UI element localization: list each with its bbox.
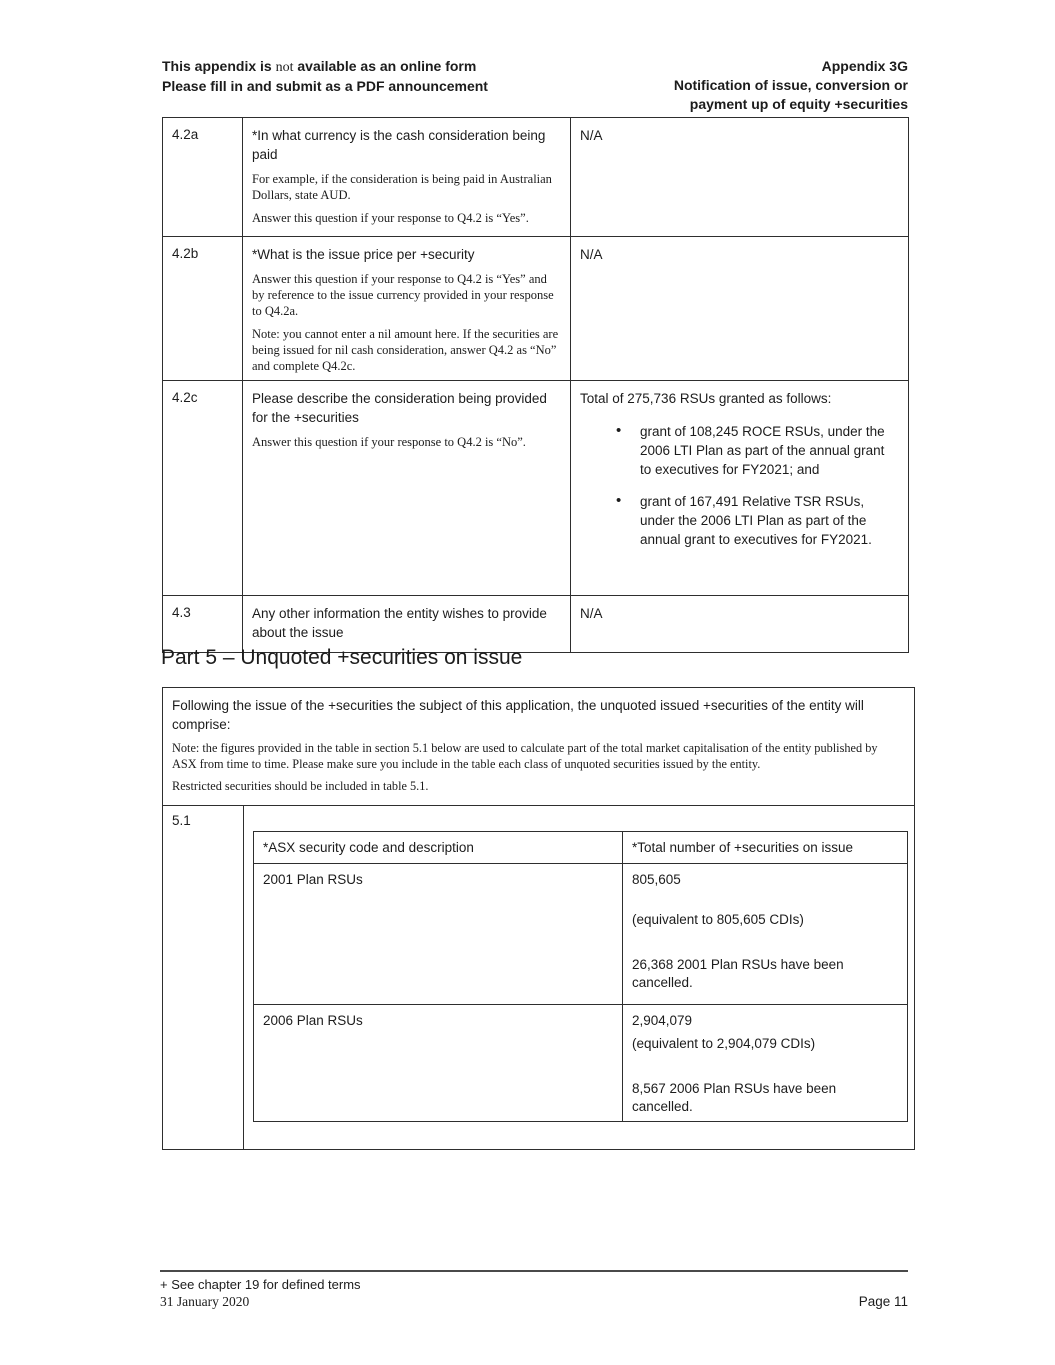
header-right xyxy=(674,57,908,114)
header-left xyxy=(162,57,488,114)
security-total: 2,904,079 xyxy=(632,1013,693,1028)
footer-date: 31 January 2020 xyxy=(160,1294,250,1309)
security-total-cell xyxy=(623,864,908,1005)
question-cell xyxy=(243,381,571,596)
question-cell xyxy=(243,237,571,381)
securities-table-header-row xyxy=(254,832,908,864)
security-cancelled: 8,567 2006 Plan RSUs have been cancelled. xyxy=(632,1081,837,1114)
answer-intro: Total of 275,736 RSUs granted as follows: xyxy=(580,391,832,406)
part5-intro-section xyxy=(163,688,914,806)
security-cancelled: 26,368 2001 Plan RSUs have been cancelled. xyxy=(632,957,844,990)
security-equivalent: (equivalent to 805,605 CDIs) xyxy=(632,912,804,927)
answer-cell: N/A xyxy=(571,118,909,237)
footer-rule xyxy=(160,1270,908,1272)
part5-box xyxy=(162,687,915,1150)
question-note: Answer this question if your response to Q4.2 is “Yes” and by reference to the issue currency provided in your response to Q4.2a. xyxy=(252,272,554,318)
question-text: Any other information the entity wishes to provide about the issue xyxy=(252,606,547,640)
page-number: Page 11 xyxy=(858,1294,908,1309)
row-id: 4.2a xyxy=(163,118,243,237)
column-header-total: *Total number of +securities on issue xyxy=(623,832,908,864)
section-5-1-row xyxy=(163,806,914,1149)
header-left-line2: Please fill in and submit as a PDF announcement xyxy=(162,78,488,94)
answer-cell xyxy=(571,381,909,596)
defined-terms-note: + See chapter 19 for defined terms xyxy=(160,1277,361,1292)
answer-bullet-item: • grant of 167,491 Relative TSR RSUs, under the 2006 LTI Plan as part of the annual grant to executives for FY2021. xyxy=(616,492,898,549)
appendix-title: Appendix 3G xyxy=(821,58,908,74)
column-header-code: *ASX security code and description xyxy=(254,832,623,864)
table-row-4-3 xyxy=(163,596,909,653)
question-note: Answer this question if your response to Q4.2 is “Yes”. xyxy=(252,211,529,225)
table-row-4-2b xyxy=(163,237,909,381)
appendix-subtitle-line2: payment up of equity +securities xyxy=(689,96,908,112)
question-text: *In what currency is the cash consideration being paid xyxy=(252,128,546,162)
table-row-4-2a xyxy=(163,118,909,237)
part5-heading: Part 5 – Unquoted +securities on issue xyxy=(161,646,523,669)
part5-note: Restricted securities should be included in table 5.1. xyxy=(172,779,429,793)
part5-note: Note: the figures provided in the table in section 5.1 below are used to calculate part of the total market capitalisation of the entity published by ASX from time to time. Please make sure you include in the table each class of unquoted securities issued by the entity. xyxy=(172,741,878,771)
answer-cell: N/A xyxy=(571,237,909,381)
security-total: 805,605 xyxy=(632,872,681,887)
securities-table xyxy=(253,831,908,1122)
security-code: 2006 Plan RSUs xyxy=(254,1005,623,1122)
header-left-not-word: not xyxy=(275,60,294,75)
header-left-line1-suffix: available as an online form xyxy=(293,58,477,74)
row-id: 4.2c xyxy=(163,381,243,596)
question-text: Please describe the consideration being provided for the +securities xyxy=(252,391,547,425)
answer-bullet-list xyxy=(616,422,898,549)
section-5-1-content xyxy=(244,806,914,1149)
appendix-subtitle-line1: Notification of issue, conversion or xyxy=(673,77,908,93)
security-equivalent: (equivalent to 2,904,079 CDIs) xyxy=(632,1036,816,1051)
table-row-4-2c xyxy=(163,381,909,596)
part4-question-table xyxy=(162,117,909,653)
header-left-line1 xyxy=(162,57,488,77)
header-left-line1-prefix: This appendix is xyxy=(162,58,276,74)
answer-bullet-item: • grant of 108,245 ROCE RSUs, under the 2006 LTI Plan as part of the annual grant to executives for FY2021; and xyxy=(616,422,898,479)
question-note: For example, if the consideration is being paid in Australian Dollars, state AUD. xyxy=(252,172,552,202)
security-total-cell xyxy=(623,1005,908,1122)
question-text: *What is the issue price per +security xyxy=(252,247,475,262)
securities-table-row xyxy=(254,864,908,1005)
row-id: 4.3 xyxy=(163,596,243,653)
answer-cell: N/A xyxy=(571,596,909,653)
security-code: 2001 Plan RSUs xyxy=(254,864,623,1005)
question-cell xyxy=(243,596,571,653)
section-5-1-label: 5.1 xyxy=(163,806,244,1149)
question-note: Note: you cannot enter a nil amount here. If the securities are being issued for nil cash consideration, answer Q4.2 as “No” and complete Q4.2c. xyxy=(252,327,559,373)
page-header xyxy=(162,57,908,114)
part5-intro-text: Following the issue of the +securities the subject of this application, the unquoted issued +securities of the entity will comprise: xyxy=(172,698,864,732)
row-id: 4.2b xyxy=(163,237,243,381)
page-footer xyxy=(160,1270,908,1311)
question-note: Answer this question if your response to Q4.2 is “No”. xyxy=(252,435,526,449)
footer-line2 xyxy=(160,1293,908,1311)
securities-table-row xyxy=(254,1005,908,1122)
question-cell xyxy=(243,118,571,237)
